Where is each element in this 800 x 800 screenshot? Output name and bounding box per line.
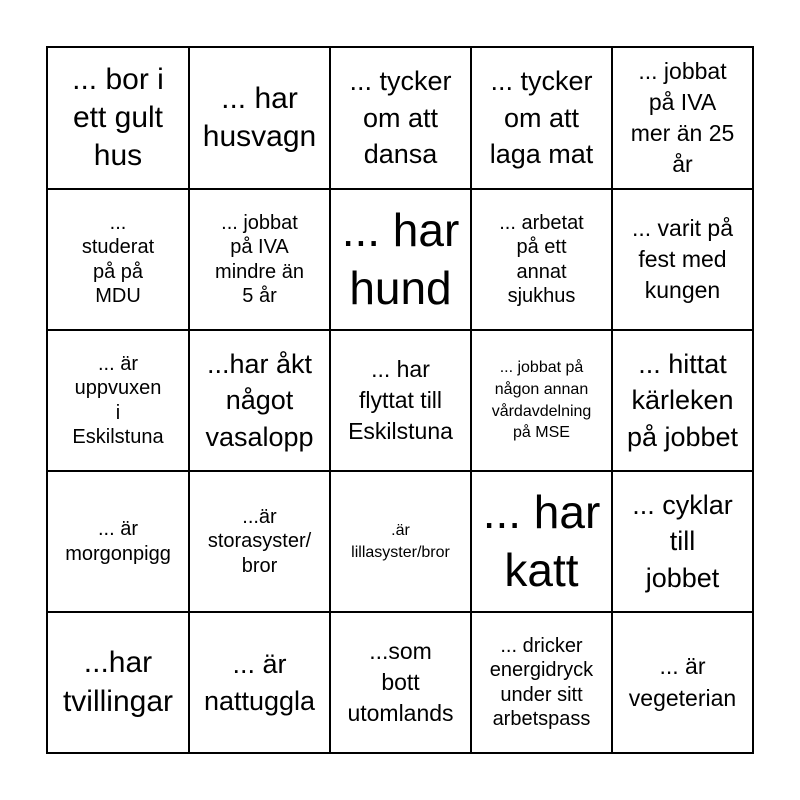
bingo-cell-text: ... jobbat på någon annan vårdavdelning på MSE	[491, 358, 592, 442]
bingo-cell[interactable]	[472, 472, 613, 613]
bingo-cell[interactable]	[613, 613, 754, 754]
bingo-cell[interactable]	[613, 190, 754, 331]
bingo-cell[interactable]	[472, 613, 613, 754]
bingo-cell-text: ... tycker om att laga mat	[489, 66, 594, 170]
bingo-cell[interactable]	[472, 190, 613, 331]
bingo-cell-text: ...är storasyster/ bror	[207, 505, 312, 577]
bingo-cell[interactable]	[48, 190, 190, 331]
bingo-cell-text: ... har hund	[341, 204, 460, 314]
bingo-cell[interactable]	[48, 472, 190, 613]
bingo-cell-text: ...har åkt något vasalopp	[205, 348, 314, 452]
bingo-cell[interactable]	[331, 331, 472, 472]
bingo-cell-text: ... cyklar till jobbet	[632, 489, 733, 593]
bingo-cell-text: ...har tvillingar	[62, 646, 174, 718]
bingo-cell-text: ... har husvagn	[202, 81, 317, 153]
bingo-cell[interactable]	[331, 48, 472, 190]
bingo-cell[interactable]	[190, 48, 331, 190]
bingo-cell[interactable]	[613, 472, 754, 613]
bingo-cell[interactable]	[48, 48, 190, 190]
bingo-cell-text: ... har flyttat till Eskilstuna	[348, 355, 453, 445]
bingo-cell[interactable]	[190, 613, 331, 754]
bingo-cell[interactable]	[331, 472, 472, 613]
bingo-cell-text: ... är uppvuxen i Eskilstuna	[72, 352, 164, 448]
bingo-cell-text: ... är vegeterian	[628, 653, 737, 711]
bingo-cell[interactable]	[48, 331, 190, 472]
bingo-cell[interactable]	[331, 613, 472, 754]
bingo-cell-text: ... är nattuggla	[203, 649, 316, 716]
bingo-cell[interactable]	[190, 472, 331, 613]
bingo-cell-text: ... är morgonpigg	[65, 518, 171, 565]
bingo-cell-text: ... varit på fest med kungen	[632, 214, 733, 304]
bingo-cell-text: ... studerat på på MDU	[81, 211, 155, 307]
bingo-cell[interactable]	[613, 48, 754, 190]
bingo-cell[interactable]	[472, 331, 613, 472]
bingo-cell[interactable]	[331, 190, 472, 331]
bingo-cell[interactable]	[48, 613, 190, 754]
bingo-cell-text: ... tycker om att dansa	[349, 66, 452, 170]
bingo-cell-text: ... bor i ett gult hus	[72, 62, 164, 173]
bingo-cell-text: ... har katt	[482, 486, 601, 596]
bingo-cell[interactable]	[613, 331, 754, 472]
bingo-cell-text: ...som bott utomlands	[347, 637, 454, 727]
bingo-cell[interactable]	[190, 331, 331, 472]
bingo-cell-text: ... arbetat på ett annat sjukhus	[499, 211, 584, 307]
bingo-cell-text: ... jobbat på IVA mindre än 5 år	[215, 211, 304, 307]
bingo-cell[interactable]	[472, 48, 613, 190]
bingo-cell-text: .är lillasyster/bror	[351, 521, 450, 561]
bingo-cell-text: ... hittat kärleken på jobbet	[626, 348, 739, 452]
bingo-cell-text: ... jobbat på IVA mer än 25 år	[630, 57, 735, 178]
bingo-card	[46, 46, 754, 754]
bingo-cell-text: ... dricker energidryck under sitt arbetspass	[489, 634, 594, 730]
bingo-cell[interactable]	[190, 190, 331, 331]
